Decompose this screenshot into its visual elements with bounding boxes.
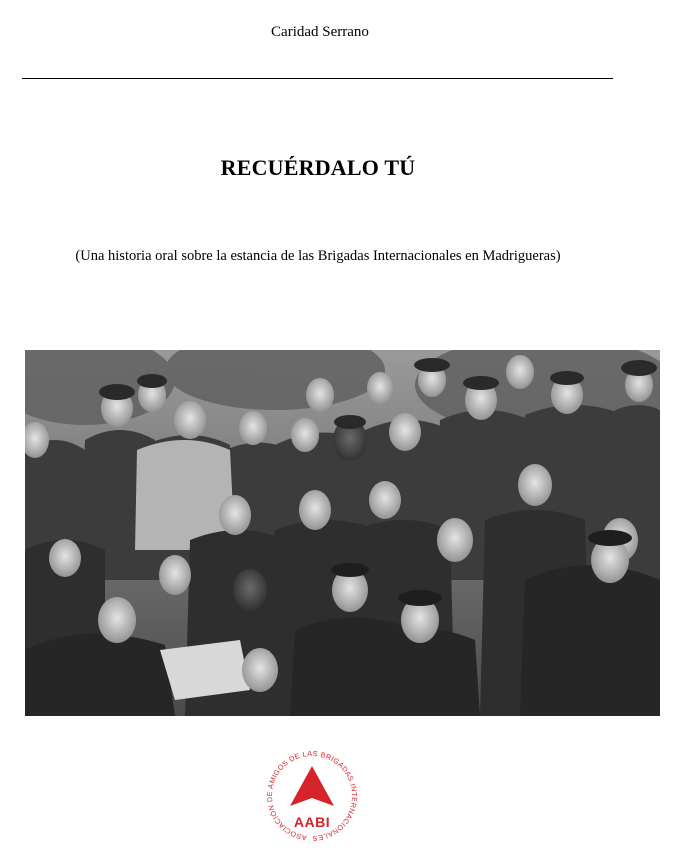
logo-ring-text: ASOCIACIÓN DE AMIGOS DE LAS BRIGADAS INTERNACIONALES (264, 748, 360, 844)
book-title: RECUÉRDALO TÚ (220, 155, 416, 180)
aabi-logo (264, 748, 360, 844)
author-name: Caridad Serrano (271, 24, 369, 40)
book-subtitle: (Una historia oral sobre la estancia de las Brigadas Internacionales en Madrigueras) (75, 248, 561, 264)
header-divider (22, 78, 613, 79)
logo-label: AABI (293, 814, 331, 830)
triangle-icon (290, 766, 334, 806)
group-photograph (25, 350, 660, 716)
